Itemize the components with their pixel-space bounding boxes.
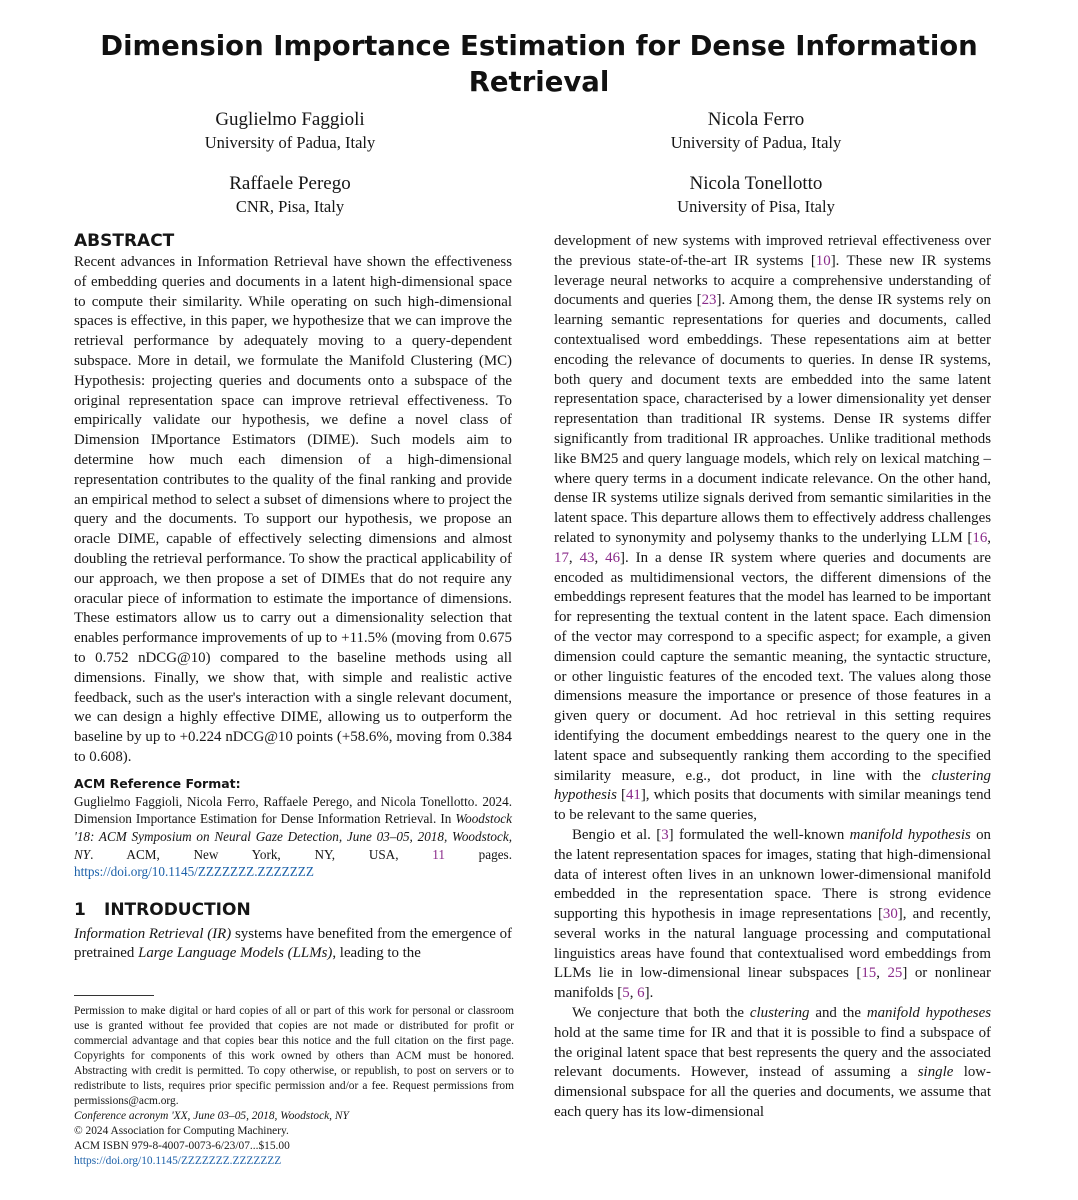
body-text: [ [616, 787, 626, 804]
body-text: ] formulated the well-known [668, 826, 850, 843]
intro-paragraph [554, 1004, 991, 1123]
citation-link[interactable]: 5 [622, 985, 630, 1002]
doi-link[interactable]: https://doi.org/10.1145/ZZZZZZZ.ZZZZZZZ [74, 864, 314, 880]
body-text: Bengio et al. [ [572, 826, 662, 843]
body-text: ]. [644, 985, 654, 1002]
body-text: systems have benefited from the emergence of pretrained [74, 925, 512, 962]
abstract-text: Recent advances in Information Retrieval have shown the effectiveness of embedding queries and documents in a latent high-dimensional space to compute their similarity. While operating on such high-dimensional spaces is effective, in this paper, we hypothesize that we can improve the retrieval performance by adequately moving to a query-dependent subspace. More in detail, we formulate the Manifold Clustering (MC) Hypothesis: projecting queries and documents onto a subspace of the original representation space can improve retrieval effectiveness. To empirically validate our hypothesis, we define a novel class of Dimension IMportance Estimators (DIME). Such models aim to determine how much each dimension of a high-dimensional representation contributes to the quality of the final ranking and provide an empirical method to select a subset of dimensions where to project the query and the documents. To support our hypothesis, we propose an oracle DIME, capable of effectively selecting dimensions and almost doubling the retrieval performance. To show the practical applicability of our approach, we then propose a set of DIMEs that do not require any oracular piece of information to estimate the importance of dimensions. These estimators allow us to carry out a dimensionality selection that enables performance improvements of up to +11.5% (moving from 0.675 to 0.752 nDCG@10) compared to the baseline methods using all dimensions. Finally, we show that, with simple and realistic active feedback, such as the user's interaction with a single relevant document, we can design a highly effective DIME, allowing us to outperform the baseline by up to +0.224 nDCG@10 points (+58.6%, moving from 0.384 to 0.608). [74, 254, 512, 765]
body-text: ]. These new IR systems leverage neural networks to acquire a comprehensive understanding of documents and queries [ [554, 252, 991, 309]
acm-ref-venue: Woodstock '18: ACM Symposium on Neural Gaze Detection, June 03–05, 2018, Woodstock, NY [74, 811, 512, 862]
italic-term: manifold hypotheses [866, 1005, 991, 1022]
body-text: ]. In a dense IR system where queries and documents are encoded as multidimensional vectors, the different dimensions of the embeddings represent features that the model has learned to be important for representing the textual content in the latent space. Each dimension of the vector may correspond to a specific aspect; for example, a given dimension could capture the semantic meaning, the syntactic structure, or other linguistic features of the encoded text. The values along those dimensions measure the importance or presence of those features in a given query or document. Ad hoc retrieval in this setting requires identifying the document embeddings nearest to the query one in the latent space and subsequently ranking them according to the specified similarity measure, e.g., dot product, in line with the [554, 549, 991, 784]
italic-term: Information Retrieval (IR) [74, 925, 232, 942]
citation-link[interactable]: 46 [605, 549, 621, 566]
citation-separator: , [594, 549, 606, 566]
citation-link[interactable]: 43 [579, 549, 595, 566]
body-text: and the [809, 1005, 867, 1022]
citation-link[interactable]: 15 [861, 965, 877, 982]
author-affiliation: University of Pisa, Italy [677, 197, 835, 216]
body-text: low-dimensional subspace for all the queries and documents, we assume that each query has its low-dimensional [554, 1064, 991, 1121]
acm-ref-text: Guglielmo Faggioli, Nicola Ferro, Raffaele Perego, and Nicola Tonellotto. 2024. Dimension Importance Estimation for Dense Information Retrieval. In [74, 793, 512, 827]
paper-title [60, 28, 1018, 100]
footnote-divider [74, 995, 154, 996]
citation-link[interactable]: 23 [701, 292, 717, 309]
title-line-2: Retrieval [468, 66, 610, 98]
italic-term: clustering hypothesis [554, 767, 991, 804]
acm-ref-text: pages. [444, 846, 512, 862]
acm-reference-text [74, 793, 512, 881]
body-text: on the latent representation spaces for images, stating that high-dimensional data of interest often lives in an unknown lower-dimensional manifold embedded in the representation space. There is strong evidence supporting this hypothesis in image representations [ [554, 826, 991, 923]
citation-link[interactable]: 3 [661, 826, 669, 843]
citation-link[interactable]: 6 [637, 985, 645, 1002]
citation-separator: , [987, 529, 991, 546]
citation-link[interactable]: 10 [815, 252, 831, 269]
author-affiliation: University of Padua, Italy [204, 133, 376, 152]
body-text: We conjecture that both the [572, 1005, 750, 1022]
body-text: ] or nonlinear manifolds [ [554, 965, 992, 1002]
right-column [554, 232, 991, 1123]
citation-link[interactable]: 16 [972, 529, 988, 546]
author-affiliation: University of Padua, Italy [670, 133, 842, 152]
section-heading [74, 899, 512, 921]
acm-ref-text: . ACM, New York, NY, USA, [90, 846, 433, 862]
body-text: ], which posits that documents with similar meanings tend to be relevant to the same queries, [554, 787, 991, 824]
page-count-link[interactable]: 11 [432, 846, 445, 862]
intro-paragraph [74, 925, 512, 965]
isbn-line: ACM ISBN 979-8-4007-0073-6/23/07...$15.00 [74, 1140, 290, 1152]
body-text: hold at the same time for IR and that it is possible to find a subspace of the original latent space that best represents the query and the associated relevant documents. However, instead of assuming a [554, 1024, 991, 1081]
author-block [80, 172, 500, 218]
body-text: ], and recently, several works in the natural language processing and computational linguistics areas have found that contextualised word embeddings from LLMs lie in low-dimensional linear subspaces [ [554, 906, 991, 982]
citation-link[interactable]: 41 [625, 787, 641, 804]
copyright-line: © 2024 Association for Computing Machinery. [74, 1125, 289, 1137]
author-block [546, 108, 966, 154]
footnote-doi-link[interactable]: https://doi.org/10.1145/ZZZZZZZ.ZZZZZZZ [74, 1155, 282, 1167]
conference-line: Conference acronym 'XX, June 03–05, 2018, Woodstock, NY [74, 1110, 349, 1122]
permission-notice: Permission to make digital or hard copies of all or part of this work for personal or classroom use is granted without fee provided that copies are not made or distributed for profit or commercial advantage and that copies bear this notice and the full citation on the first page. Copyrights for components of this work owned by others than ACM must be honored. Abstracting with credit is permitted. To copy otherwise, or republish, to post on servers or to redistribute to lists, requires prior specific permission and/or a fee. Request permissions from permissions@acm.org. [74, 1005, 514, 1107]
section-number: 1 [74, 899, 86, 920]
author-name: Nicola Ferro [707, 109, 805, 130]
author-affiliation: CNR, Pisa, Italy [235, 197, 345, 216]
section-title: INTRODUCTION [104, 899, 251, 920]
citation-separator: , [629, 985, 638, 1002]
abstract-heading: ABSTRACT [74, 231, 175, 251]
citation-link[interactable]: 30 [882, 906, 898, 923]
author-block [546, 172, 966, 218]
citation-link[interactable]: 25 [887, 965, 903, 982]
italic-term: clustering [749, 1005, 810, 1022]
body-text: ]. Among them, the dense IR systems rely on learning semantic representations for queries and documents, called contextualised word embeddings. These repesentations aim at better encoding the relevance of documents to queries. In dense IR systems, both query and document texts are embedded into the same latent representation space, characterised by a lower dimensionality yet denser representation than traditional IR systems. Dense IR systems differ significantly from traditional IR approaches. Unlike traditional methods like BM25 and query language models, which rely on lexical matching – where query terms in a document indicate relevance. On the other hand, dense IR systems utilize signals derived from semantic similarities in the latent space. This departure allows them to effectively address challenges related to synonymity and polysemy thanks to the underlying LLM [ [554, 292, 992, 546]
title-line-1: Dimension Importance Estimation for Dense Information [100, 30, 978, 62]
citation-link[interactable]: 17 [554, 549, 569, 566]
intro-paragraph [554, 232, 991, 826]
citation-separator: , [568, 549, 580, 566]
copyright-footnote [74, 1004, 514, 1169]
intro-paragraph [554, 826, 991, 1004]
italic-term: Large Language Models (LLMs) [138, 945, 333, 962]
author-name: Nicola Tonellotto [689, 173, 823, 194]
body-text: development of new systems with improved retrieval effectiveness over the previous state-of-the-art IR systems [ [554, 233, 991, 269]
author-name: Raffaele Perego [229, 173, 351, 194]
body-text: , leading to the [332, 945, 421, 962]
author-name: Guglielmo Faggioli [215, 109, 365, 130]
acm-reference-heading: ACM Reference Format: [74, 775, 241, 791]
author-block [80, 108, 500, 154]
italic-term: single [917, 1064, 954, 1081]
citation-separator: , [876, 965, 888, 982]
italic-term: manifold hypothesis [849, 826, 971, 843]
left-column [74, 230, 512, 964]
